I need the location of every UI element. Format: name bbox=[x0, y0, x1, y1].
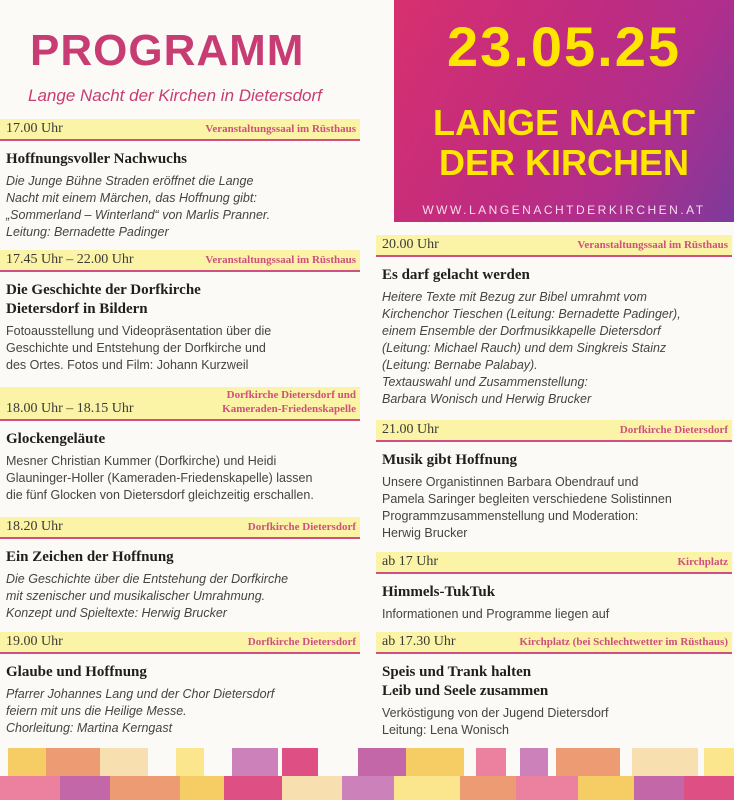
event-location: Veranstaltungssaal im Rüsthaus bbox=[577, 239, 728, 251]
event-description bbox=[382, 289, 732, 408]
page-title: PROGRAMM bbox=[30, 26, 305, 75]
event-description bbox=[382, 606, 732, 623]
event-title bbox=[6, 281, 360, 319]
strip-tile bbox=[46, 748, 100, 776]
event-time: ab 17 Uhr bbox=[382, 554, 438, 569]
description-line: Die Geschichte über die Entstehung der Dorfkirche bbox=[6, 572, 289, 586]
event-description bbox=[6, 571, 360, 622]
event-time-bar bbox=[0, 119, 360, 141]
strip-tile bbox=[0, 776, 60, 800]
description-line: Fotoausstellung und Videopräsentation über die bbox=[6, 324, 272, 338]
event-time-bar bbox=[376, 552, 732, 574]
event-location: Kirchplatz (bei Schlechtwetter im Rüsthaus) bbox=[519, 636, 728, 648]
event-location-line: Kameraden-Friedenskapelle bbox=[222, 403, 356, 415]
event-time-bar bbox=[0, 387, 360, 421]
strip-tile bbox=[520, 748, 548, 776]
strip-tile bbox=[704, 748, 734, 776]
event-name-line2: DER KIRCHEN bbox=[438, 142, 689, 183]
strip-tile bbox=[180, 776, 224, 800]
event-title: Es darf gelacht werden bbox=[382, 267, 530, 283]
description-line: (Leitung: Michael Rauch) und dem Singkreis Stainz bbox=[382, 341, 667, 355]
event-description bbox=[6, 323, 360, 374]
event-title: Glockengeläute bbox=[6, 431, 106, 447]
event-description bbox=[6, 453, 360, 504]
event-time: ab 17.30 Uhr bbox=[382, 634, 456, 649]
event-block-2 bbox=[0, 250, 360, 374]
description-line: Nacht mit einem Märchen, das Hoffnung gibt: bbox=[6, 191, 257, 205]
description-line: mit szenischer und musikalischer Umrahmung. bbox=[6, 589, 266, 603]
event-time-bar bbox=[376, 420, 732, 442]
description-line: Glauninger-Holler (Kameraden-Friedenskapelle) lassen bbox=[6, 471, 313, 485]
strip-tile bbox=[406, 748, 464, 776]
event-block-3 bbox=[0, 387, 360, 504]
description-line: Pfarrer Johannes Lang und der Chor Dietersdorf bbox=[6, 687, 275, 701]
event-time: 19.00 Uhr bbox=[6, 634, 63, 649]
event-time-bar bbox=[0, 250, 360, 272]
strip-tile bbox=[100, 748, 148, 776]
event-date: 23.05.25 bbox=[447, 15, 681, 78]
event-location: Veranstaltungssaal im Rüsthaus bbox=[205, 123, 356, 135]
event-block-6 bbox=[376, 235, 732, 408]
event-hero-banner bbox=[394, 0, 734, 222]
event-time: 18.00 Uhr – 18.15 Uhr bbox=[6, 401, 134, 416]
description-line: des Ortes. Fotos und Film: Johann Kurzweil bbox=[6, 358, 249, 372]
event-location-line: Dorfkirche Dietersdorf und bbox=[226, 389, 356, 401]
description-line: Die Junge Bühne Straden eröffnet die Lange bbox=[6, 174, 254, 188]
strip-tile bbox=[632, 748, 698, 776]
event-time: 21.00 Uhr bbox=[382, 422, 439, 437]
event-block-7 bbox=[376, 420, 732, 542]
strip-tile bbox=[634, 776, 684, 800]
strip-tile bbox=[556, 748, 620, 776]
strip-tile bbox=[282, 748, 318, 776]
strip-tile bbox=[342, 776, 394, 800]
strip-tile bbox=[394, 776, 460, 800]
strip-tile bbox=[476, 748, 506, 776]
page-subtitle: Lange Nacht der Kirchen in Dietersdorf bbox=[28, 86, 322, 105]
strip-tile bbox=[110, 776, 180, 800]
strip-tile bbox=[8, 748, 46, 776]
description-line: Kirchenchor Tieschen (Leitung: Bernadette Padinger), bbox=[382, 307, 681, 321]
event-description bbox=[382, 705, 732, 739]
description-line: Pamela Saringer begleiten verschiedene Solistinnen bbox=[382, 492, 672, 506]
event-block-4 bbox=[0, 517, 360, 622]
description-line: Informationen und Programme liegen auf bbox=[382, 607, 610, 621]
event-website[interactable]: WWW.LANGENACHTDERKIRCHEN.AT bbox=[422, 203, 706, 217]
description-line: Herwig Brucker bbox=[382, 526, 468, 540]
strip-tile bbox=[176, 748, 204, 776]
event-block-9 bbox=[376, 632, 732, 739]
event-title-line: Die Geschichte der Dorfkirche bbox=[6, 282, 201, 298]
event-title bbox=[382, 663, 732, 701]
event-time-bar bbox=[0, 517, 360, 539]
event-time: 17.45 Uhr – 22.00 Uhr bbox=[6, 252, 134, 267]
description-line: Heitere Texte mit Bezug zur Bibel umrahmt vom bbox=[382, 290, 647, 304]
event-title: Glaube und Hoffnung bbox=[6, 664, 147, 680]
strip-tile bbox=[282, 776, 342, 800]
event-block-5 bbox=[0, 632, 360, 737]
event-time: 17.00 Uhr bbox=[6, 121, 63, 136]
event-time-bar bbox=[0, 632, 360, 654]
strip-tile bbox=[224, 776, 282, 800]
event-location: Veranstaltungssaal im Rüsthaus bbox=[205, 254, 356, 266]
strip-tile bbox=[60, 776, 110, 800]
description-line: Konzept und Spieltexte: Herwig Brucker bbox=[6, 606, 227, 620]
event-title: Musik gibt Hoffnung bbox=[382, 452, 518, 468]
event-name-line1: LANGE NACHT bbox=[433, 102, 695, 143]
event-time-bar bbox=[376, 235, 732, 257]
description-line: (Leitung: Bernabe Palabay). bbox=[382, 358, 538, 372]
event-name bbox=[394, 103, 734, 183]
description-line: Barbara Wonisch und Herwig Brucker bbox=[382, 392, 592, 406]
description-line: Unsere Organistinnen Barbara Obendrauf und bbox=[382, 475, 639, 489]
strip-tile bbox=[232, 748, 278, 776]
event-location bbox=[222, 388, 356, 416]
strip-tile bbox=[460, 776, 516, 800]
event-title: Hoffnungsvoller Nachwuchs bbox=[6, 151, 187, 167]
description-line: Chorleitung: Martina Kerngast bbox=[6, 721, 173, 735]
strip-tile bbox=[578, 776, 634, 800]
description-line: die fünf Glocken von Dietersdorf gleichzeitig erschallen. bbox=[6, 488, 314, 502]
event-title: Himmels-TukTuk bbox=[382, 584, 496, 600]
event-title-line: Speis und Trank halten bbox=[382, 664, 532, 680]
event-block-1 bbox=[0, 119, 360, 241]
event-time: 18.20 Uhr bbox=[6, 519, 63, 534]
description-line: „Sommerland – Winterland“ von Marlis Pranner. bbox=[6, 208, 271, 222]
event-location: Dorfkirche Dietersdorf bbox=[619, 424, 728, 436]
description-line: feiern mit uns die Heilige Messe. bbox=[6, 704, 187, 718]
event-description bbox=[6, 173, 360, 241]
event-location: Kirchplatz bbox=[677, 556, 728, 568]
strip-tile bbox=[516, 776, 578, 800]
description-line: Verköstigung von der Jugend Dietersdorf bbox=[382, 706, 609, 720]
description-line: Programmzusammenstellung und Moderation: bbox=[382, 509, 639, 523]
event-description bbox=[6, 686, 360, 737]
event-time: 20.00 Uhr bbox=[382, 237, 439, 252]
description-line: Textauswahl und Zusammenstellung: bbox=[382, 375, 588, 389]
description-line: Leitung: Bernadette Padinger bbox=[6, 225, 169, 239]
strip-tile bbox=[358, 748, 406, 776]
event-title-line: Leib und Seele zusammen bbox=[382, 683, 549, 699]
description-line: einem Ensemble der Dorfmusikkapelle Dietersdorf bbox=[382, 324, 661, 338]
description-line: Leitung: Lena Wonisch bbox=[382, 723, 509, 737]
event-time-bar bbox=[376, 632, 732, 654]
event-block-8 bbox=[376, 552, 732, 623]
event-title: Ein Zeichen der Hoffnung bbox=[6, 549, 174, 565]
event-location: Dorfkirche Dietersdorf bbox=[247, 636, 356, 648]
event-title-line: Dietersdorf in Bildern bbox=[6, 301, 148, 317]
decorative-color-strip bbox=[0, 748, 734, 800]
strip-tile bbox=[684, 776, 734, 800]
event-location: Dorfkirche Dietersdorf bbox=[247, 521, 356, 533]
event-description bbox=[382, 474, 732, 542]
description-line: Geschichte und Entstehung der Dorfkirche und bbox=[6, 341, 266, 355]
description-line: Mesner Christian Kummer (Dorfkirche) und Heidi bbox=[6, 454, 277, 468]
